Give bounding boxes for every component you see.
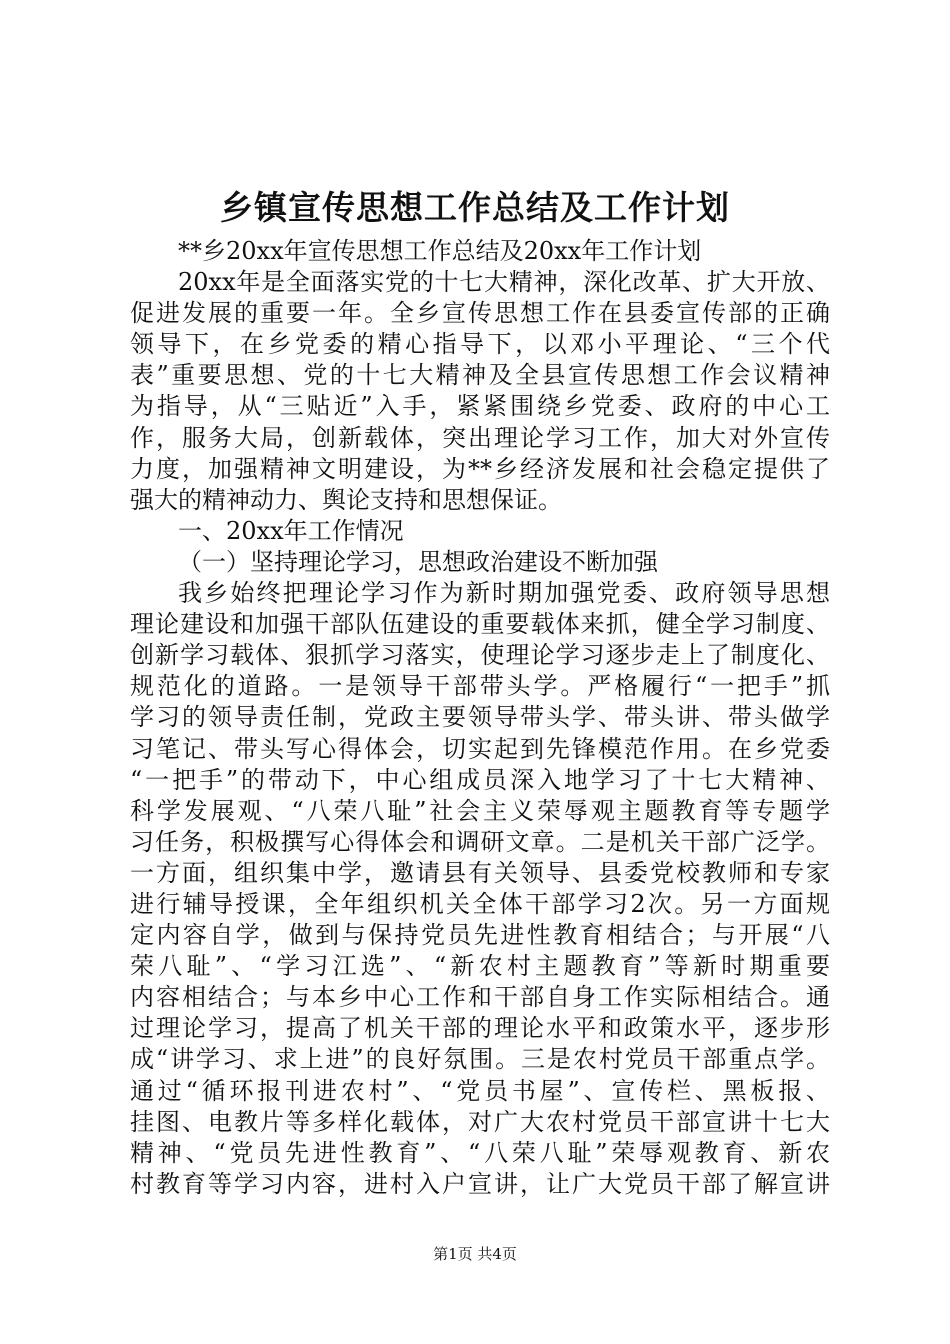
- paragraph-line: 创新学习载体、狠抓学习落实，使理论学习逐步走上了制度化、: [130, 641, 830, 670]
- paragraph-line: 习笔记、带头写心得体会，切实起到先锋模范作用。在乡党委: [130, 734, 830, 763]
- paragraph-line: 内容相结合；与本乡中心工作和干部自身工作实际相结合。通: [130, 983, 830, 1012]
- paragraph-line: 进行辅导授课，全年组织机关全体干部学习2次。另一方面规: [130, 889, 830, 918]
- paragraph-line: 表”重要思想、党的十七大精神及全县宣传思想工作会议精神: [130, 361, 830, 390]
- paragraph-line: 为指导，从“三贴近”入手，紧紧围绕乡党委、政府的中心工: [130, 392, 830, 421]
- paragraph-line: 理论建设和加强干部队伍建设的重要载体来抓，健全学习制度、: [130, 610, 830, 639]
- paragraph-line: 促进发展的重要一年。全乡宣传思想工作在县委宣传部的正确: [130, 299, 830, 328]
- paragraph-line: 定内容自学，做到与保持党员先进性教育相结合；与开展“八: [130, 921, 830, 950]
- paragraph-line: 规范化的道路。一是领导干部带头学。严格履行“一把手”抓: [130, 672, 830, 701]
- paragraph-line: 力度，加强精神文明建设，为**乡经济发展和社会稳定提供了: [130, 454, 830, 483]
- document-subtitle-line: **乡20xx年宣传思想工作总结及20xx年工作计划: [178, 237, 702, 265]
- paragraph-line: “一把手”的带动下，中心组成员深入地学习了十七大精神、: [130, 765, 830, 794]
- paragraph-line: 一方面，组织集中学，邀请县有关领导、县委党校教师和专家: [130, 858, 830, 887]
- paragraph-line: 村教育等学习内容，进村入户宣讲，让广大党员干部了解宣讲: [130, 1169, 830, 1198]
- paragraph-line: 我乡始终把理论学习作为新时期加强党委、政府领导思想: [178, 579, 830, 608]
- paragraph-line: 通过“循环报刊进农村”、“党员书屋”、宣传栏、黑板报、: [130, 1076, 830, 1105]
- paragraph-line: 习任务，积极撰写心得体会和调研文章。二是机关干部广泛学。: [130, 827, 830, 856]
- paragraph-line: 荣八耻”、“学习江选”、“新农村主题教育”等新时期重要: [130, 952, 830, 981]
- paragraph-line: 成“讲学习、求上进”的良好氛围。三是农村党员干部重点学。: [130, 1045, 830, 1074]
- subsection-heading: （一）坚持理论学习，思想政治建设不断加强: [178, 547, 658, 576]
- paragraph-line: 强大的精神动力、舆论支持和思想保证。: [130, 485, 562, 514]
- paragraph-line: 挂图、电教片等多样化载体，对广大农村党员干部宣讲十七大: [130, 1107, 830, 1136]
- paragraph-line: 领导下，在乡党委的精心指导下，以邓小平理论、“三个代: [130, 330, 830, 359]
- paragraph-line: 科学发展观、“八荣八耻”社会主义荣辱观主题教育等专题学: [130, 796, 830, 825]
- section-heading: 一、20xx年工作情况: [178, 516, 404, 545]
- document-body: [130, 236, 830, 1200]
- paragraph-line: 学习的领导责任制，党政主要领导带头学、带头讲、带头做学: [130, 703, 830, 732]
- paragraph-line: 作，服务大局，创新载体，突出理论学习工作，加大对外宣传: [130, 423, 830, 452]
- page-number-footer: 第1页 共4页: [433, 1245, 517, 1263]
- paragraph-line: 20xx年是全面落实党的十七大精神，深化改革、扩大开放、: [178, 268, 830, 297]
- paragraph-line: 过理论学习，提高了机关干部的理论水平和政策水平，逐步形: [130, 1014, 830, 1043]
- paragraph-line: 精神、“党员先进性教育”、“八荣八耻”荣辱观教育、新农: [130, 1138, 830, 1167]
- document-title: 乡镇宣传思想工作总结及工作计划: [220, 188, 730, 227]
